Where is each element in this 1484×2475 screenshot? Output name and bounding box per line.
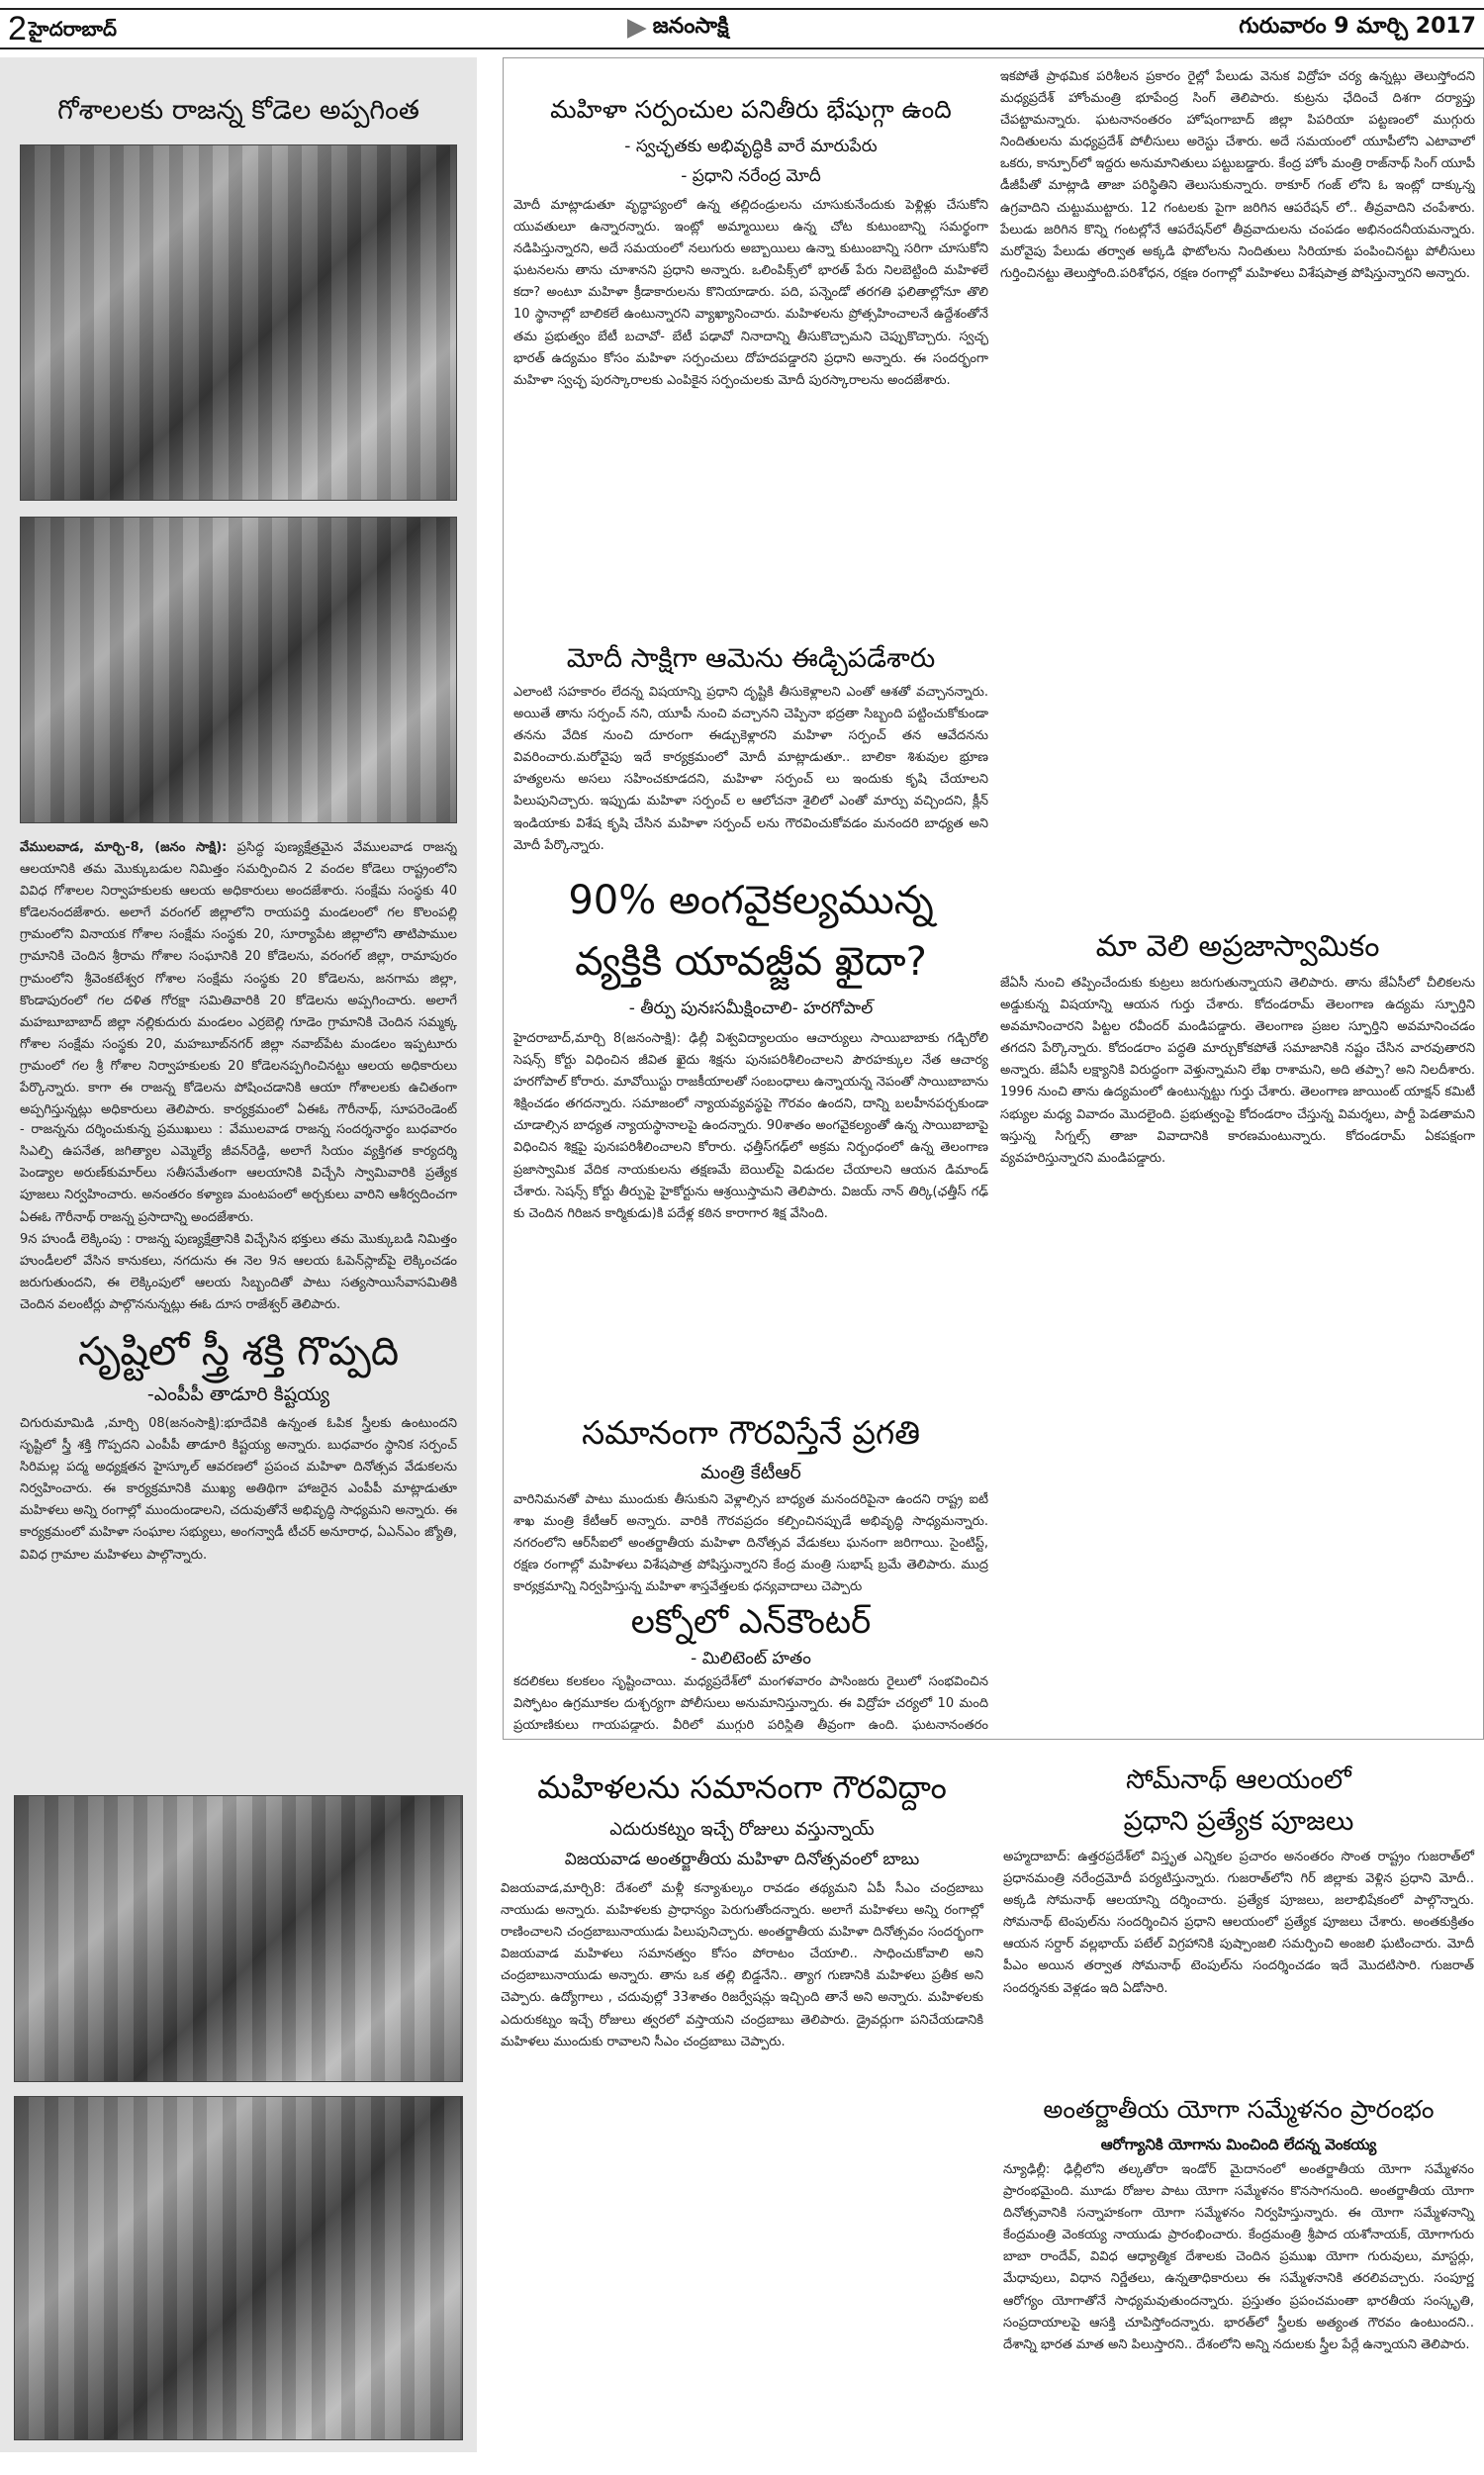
photo-goshala-ceremony — [20, 144, 457, 501]
article-modi-witness — [513, 636, 988, 864]
article-sarpanch — [513, 88, 988, 630]
logo-text: జనంసాక్షి — [652, 14, 729, 39]
center-news-box — [503, 57, 1484, 1740]
issue-date: గురువారం 9 మార్చి 2017 — [1239, 14, 1476, 39]
article-encounter-continued: ఇకపోతే ప్రాథమిక పరిశీలన ప్రకారం రైల్లో పేలుడు వెనుక విద్రోహ చర్య ఉన్నట్లు తెలుస్తోందని మధ్యప్రదేశ్ హోంమంత్రి భూపేంద్ర సింగ్ తెలిపారు. కుట్రను ఛేదించే దిశగా దర్యాప్తు చేపట్టామన్నారు. ఘటనానంతరం హోషంగాబాద్ జిల్లా పిపరియా పట్టణంలో ముగ్గురు నిందితులను మధ్యప్రదేశ్ పోలీసులు అరెస్టు చేశారు. అదే సమయంలో యూపీలోని ఎటావాలో ఒకరు, కాన్పూర్‌లో ఇద్దరు అనుమానితులు పట్టుబడ్డారు. కేంద్ర హోం మంత్రి రాజ్‌నాథ్ సింగ్ యూపీ డీజీపీతో మాట్లాడి తాజా పరిస్థితిని తెలుసుకున్నారు. ఠాకూర్ గంజ్ లోని ఓ ఇంట్లో దాక్కున్న ఉగ్రవాదిని చుట్టుముట్టారు. 12 గంటలకు పైగా జరిగిన ఆపరేషన్ లో.. తీవ్రవాదిని చంపేశారు. పేలుడు జరిగిన కొన్ని గంటల్లోనే ఆపరేషన్‌లో తీవ్రవాదులను చంపడం అభినందనీయమన్నారు. మరోవైపు పేలుడు తర్వాత అక్కడి ఫొటోలను నిందితులు సిరియాకు పంపించినట్టు పోలీసులు గుర్తించినట్టు తెలుస్తోంది.పరిశోధన, రక్షణ రంగాల్లో మహిళలు విశేషపాత్ర పోషిస్తున్నారని అన్నారు. — [1000, 69, 1475, 281]
left-column — [0, 57, 477, 2452]
article-yoga-body: న్యూఢిల్లీ: ఢిల్లీలోని తల్కతోరా ఇండోర్ మైదానంలో అంతర్జాతీయ యోగా సమ్మేళనం ప్రారంభమైంది. మూడు రోజుల పాటు యోగా సమ్మేళనం కొనసాగనుంది. అంతర్జాతీయ యోగా దినోత్సవానికి సన్నాహకంగా యోగా సమ్మేళనం నిర్వహిస్తున్నారు. ఈ యోగా సమ్మేళనాన్ని కేంద్రమంత్రి వెంకయ్య నాయుడు ప్రారంభించారు. కేంద్రమంత్రి శ్రీపాద యశోనాయక్, యోగాగురు బాబా రాందేవ్, వివిధ ఆధ్యాత్మిక దేశాలకు చెందిన ప్రముఖ యోగా గురువులు, మాస్టర్లు, మేధావులు, విధాన నిర్ణేతలు, ఉన్నతాధికారులు ఈ సమ్మేళనానికి తరలివచ్చారు. సంపూర్ణ ఆరోగ్యం యోగాతోనే సాధ్యమవుతుందన్నారు. ప్రస్తుతం ప్రపంచమంతా భారతీయ సంస్కృతి, సంప్రదాయాలపై ఆసక్తి చూపిస్తోందన్నారు. భారత్‌లో స్త్రీలకు అత్యంత గౌరవం ఉంటుందని.. దేశాన్ని భారత మాత అని పిలుస్తారని.. దేశంలోని అన్ని నదులకు స్త్రీల పేర్లే ఉన్నాయని తెలిపారు. — [1003, 2162, 1474, 2352]
article-goshala-para3: 9న హుండీ లెక్కింపు : రాజన్న పుణ్యక్షేత్రానికి విచ్చేసిన భక్తులు తమ మొక్కుబడి నిమిత్తం హుండీలలో వేసిన కానుకలు, నగదును ఈ నెల 9న ఆలయ ఓపెన్‌స్లాబ్‌పై లెక్కించడం జరుగుతుందని, ఈ లెక్కింపులో ఆలయ సిబ్బందితో పాటు సత్యసాయిసేవాసమితికి చెందిన వలంటీర్లు పాల్గొననున్నట్లు ఈఓ దూస రాజేశ్వర్ తెలిపారు. — [20, 1231, 457, 1312]
article-somnath-body: అహ్మదాబాద్: ఉత్తరప్రదేశ్‌లో విస్తృత ఎన్నికల ప్రచారం అనంతరం సొంత రాష్ట్రం గుజరాత్‌లో ప్రధానమంత్రి నరేంద్రమోదీ పర్యటిస్తున్నారు. గుజరాత్‌లోని గిర్ జిల్లాకు వెళ్లిన ప్రధాని మోదీ.. అక్కడి సోమనాథ్ ఆలయాన్ని దర్శించారు. ప్రత్యేక పూజలు, జలాభిషేకంలో పాల్గొన్నారు. సోమనాథ్ టెంపుల్‌ను సందర్శించిన ప్రధాని ఆలయంలో ప్రత్యేక పూజలు చేశారు. అంతకుక్రితం ఆయన సర్దార్ వల్లభాయ్ పటేల్ విగ్రహానికి పుష్పాంజలి సమర్పించి అంజలి ఘటించారు. మోదీ పీఎం అయిన తర్వాత సోమనాథ్ టెంపుల్‌ను సందర్శించడం ఇదే మొదటిసారి. గుజరాత్ సందర్శనకు వెళ్లడం ఇది ఏడోసారి. — [1003, 1850, 1474, 1996]
article-jac — [1000, 921, 1475, 1733]
article-goshala-body — [20, 837, 457, 1119]
byline-militant: - మిలిటెంట్ హతం — [691, 1649, 811, 1668]
newspaper-logo — [627, 14, 729, 44]
headline-jac-expulsion: మా వెలి అప్రజాస్వామికం — [1095, 929, 1380, 964]
article-ktr-body: వారినిమనతో పాటు ముందుకు తీసుకుని వెళ్లాల్సిన బాధ్యత మనందరిపైనా ఉందని రాష్ట్ర ఐటీ శాఖ మంత్రి కేటీఆర్ అన్నారు. వారికి గౌరవప్రదం కల్పించినప్పుడే అభివృద్ధి సాధ్యమన్నారు. నగరంలోని ఆర్‌సీఐలో అంతర్జాతీయ మహిళా దినోత్సవ వేడుకలు ఘనంగా జరిగాయి. సైంటిస్ట్, రక్షణ రంగాల్లో మహిళలు విశేషపాత్ర పోషిస్తున్నారని కేంద్ర మంత్రి సుభాష్ బ్రమే తెలిపారు. ముద్ర కార్యక్రమాన్ని నిర్వహిస్తున్న మహిళా శాస్త్రవేత్తలకు ధన్యవాదాలు చెప్పారు — [513, 1492, 988, 1594]
dateline: వేములవాడ, మార్చి-8, (జనం సాక్షి): — [20, 840, 228, 855]
photo-womens-day-stage — [14, 1795, 463, 2082]
headline-goshala: గోశాలలకు రాజన్న కోడెల అప్పగింత — [57, 95, 419, 126]
headline-modi-witness: మోదీ సాక్షిగా ఆమెను ఈడ్చిపడేశారు — [566, 643, 936, 674]
section-city: హైదరాబాద్ — [28, 17, 118, 41]
article-respect-women-body: విజయవాడ,మార్చి8: దేశంలో మళ్లీ కన్యాశుల్కం రావడం తథ్యమని ఏపీ సీఎం చంద్రబాబు నాయుడు అన్నారు. మహిళలకు ప్రాధాన్యం పెరుగుతోందన్నారు. అలాగే మహిళలు అన్ని రంగాల్లో రాణించాలని చంద్రబాబునాయుడు పిలుపునిచ్చారు. అంతర్జాతీయ మహిళా దినోత్సవం సందర్భంగా విజయవాడ మహిళలు సమానత్వం కోసం పోరాటం చేయాలి.. సాధించుకోవాలి అని చంద్రబాబునాయుడు అన్నారు. తాను ఒక తల్లి బిడ్డనేని.. త్యాగ గుణానికి మహిళలు ప్రతీక అని చెప్పారు. ఉద్యోగాలు , చదువుల్లో 33శాతం రిజర్వేషన్లు ఇచ్చింది తానే అని అన్నారు. మహిళలకు ఎదురుకట్నం ఇచ్చే రోజులు త్వరలో వస్తాయని చంద్రబాబు తెలిపారు. డ్రైవర్లుగా పనిచేయడానికి మహిళలు ముందుకు రావాలని సీఎం చంద్రబాబు చెప్పారు. — [501, 1881, 983, 2049]
headline-90-percent-line1: 90% అంగవైకల్యమున్న — [568, 878, 934, 923]
byline-venkaiah: ఆరోగ్యానికి యోగాను మించింది లేదన్న వెంకయ్య — [1100, 2136, 1377, 2153]
page-number: 2 — [8, 10, 27, 48]
article-ktr — [513, 1408, 988, 1594]
headline-yoga: అంతర్జాతీయ యోగా సమ్మేళనం ప్రారంభం — [1043, 2095, 1435, 2124]
subhead-modi: - ప్రధాని నరేంద్ర మోదీ — [681, 166, 821, 186]
headline-90-percent-line2: వ్యక్తికి యావజ్జీవ ఖైదా? — [575, 939, 927, 985]
article-90-percent — [513, 870, 988, 1402]
article-somnath — [999, 1760, 1478, 2082]
headline-respect-women: మహిళలను సమానంగా గౌరవిద్దాం — [537, 1768, 947, 1806]
photo-truck-handover — [20, 517, 457, 823]
article-lucknow — [513, 1598, 988, 1733]
article-stree-shakti-body: చిగురుమామిడి ,మార్చి 08(జనంసాక్షి):భూదేవికి ఉన్నంత ఓపిక స్త్రీలకు ఉంటుందని సృష్టిలో స్త్రీ శక్తి గొప్పదని ఎంపీపీ తాడూరి కిష్టయ్య అన్నారు. బుధవారం స్థానిక సర్పంచ్ సిరిమల్ల పద్మ అధ్యక్షతన హైస్కూల్ ఆవరణలో ప్రపంచ మహిళా దినోత్సవ వేడుకలను నిర్వహించారు. ఈ కార్యక్రమానికి ముఖ్య అతిథిగా హాజరైన ఎంపీపీ మాట్లాడుతూ మహిళలు అన్ని రంగాల్లో ముందుండాలని, చదువుతోనే అభివృద్ధి సాధ్యమని అన్నారు. ఈ కార్యక్రమంలో మహిళా సంఘాల సభ్యులు, అంగన్వాడీ టీచర్ అనూరాధ, ఏఎన్ఎం జ్యోతి, వివిధ గ్రామాల మహిళలు పాల్గొన్నారు. — [20, 1416, 457, 1563]
headline-sarpanch: మహిళా సర్పంచుల పనితీరు భేషుగ్గా ఉంది — [550, 95, 952, 124]
subhead-dowry: ఎదురుకట్నం ఇచ్చే రోజులు వస్తున్నాయ్ — [609, 1819, 875, 1840]
article-respect-women — [495, 1760, 989, 2456]
byline-ktr: మంత్రి కేటీఆర్ — [700, 1462, 801, 1483]
article-lucknow-body: కదలికలు కలకలం సృష్టించాయి. మధ్యప్రదేశ్‌లో మంగళవారం పాసింజరు రైలులో సంభవించిన విస్ఫోటం ఉగ్రమూకల దుశ్చర్యగా పోలీసులు అనుమానిస్తున్నారు. ఈ విద్రోహ చర్యలో 10 మంది ప్రయాణికులు గాయపడ్డారు. వీరిలో ముగ్గురి పరిస్థితి తీవ్రంగా ఉంది. ఘటనానంతరం — [513, 1674, 988, 1733]
article-jac-body: జేఏసీ నుంచి తప్పించేందుకు కుట్రలు జరుగుతున్నాయని తెలిపారు. తాను జేఏసీలో చీలికలను అడ్డుకున్న విషయాన్ని ఆయన గుర్తు చేశారు. కోదండరామ్ తెలంగాణ ఉద్యమ స్ఫూర్తిని అవమానించారని పిట్టల రవీందర్ మండిపడ్డారు. తెలంగాణ ప్రజల స్ఫూర్తిని అవమానించడం తగదని పేర్కొన్నారు. కోదండరాం పద్ధతి మార్చుకోకపోతే సమాజానికి నష్టం చేసిన వారవుతారని అన్నారు. జేఏసీ లక్ష్యానికి విరుద్ధంగా వెళ్తున్నామని లేఖ రాశామని, అది తప్పా? అని నిలదీశారు. 1996 నుంచి తాను ఉద్యమంలో ఉంటున్నట్టు గుర్తు చేశారు. తెలంగాణ జాయింట్ యాక్షన్ కమిటీ సభ్యుల మధ్య వివాదం మొదలైంది. ప్రభుత్వంపై కోదండరాం చేస్తున్న విమర్శలు, పార్టీ పెడతామని ఇస్తున్న సిగ్నల్స్ తాజా వివాదానికి కారణమంటున్నారు. కోదండరామ్ ఏకపక్షంగా వ్యవహరిస్తున్నారని మండిపడ్డారు. — [1000, 976, 1475, 1166]
article-sarpanch-body: మోదీ మాట్లాడుతూ వృద్ధాప్యంలో ఉన్న తల్లిదండ్రులను చూసుకునేందుకు పెళ్లిళ్లు చేసుకోని యువతులూ ఉన్నారన్నారు. ఇంట్లో అమ్మాయిలు ఉన్న చోట కుటుంబాన్ని సమర్థంగా నడిపిస్తున్నారని, అదే సమయంలో నలుగురు అబ్బాయిలు ఉన్నా కుటుంబాన్ని సరిగా చూసుకోని ఘటనలను తాను చూశానని ప్రధాని అన్నారు. ఒలింపిక్స్‌లో భారత్ పేరు నిలబెట్టింది మహిళలే కదా? అంటూ మహిళా క్రీడాకారులను కొనియాడారు. పది, పన్నెండో తరగతి ఫలితాల్లోనూ తొలి 10 స్థానాల్లో బాలికలే ఉంటున్నారని వ్యాఖ్యానించారు. మహిళలను ప్రోత్సహించాలనే ఉద్దేశంతోనే తమ ప్రభుత్వం బేటీ బచావో- బేటీ పఢావో నినాదాన్ని తీసుకొచ్చామని చెప్పుకొచ్చారు. స్వచ్ఛ భారత్ ఉద్యమం కోసం మహిళా సర్పంచులు దోహదపడ్డారని ప్రధాని అన్నారు. ఈ సందర్భంగా మహిళా స్వచ్ఛ పురస్కారాలకు ఎంపికైన సర్పంచులకు మోదీ పురస్కారాలను అందజేశారు. — [513, 198, 988, 388]
subhead-vijayawada: విజయవాడ అంతర్జాతీయ మహిళా దినోత్సవంలో బాబు — [564, 1850, 920, 1869]
article-text: ప్రసిద్ధ పుణ్యక్షేత్రమైన వేములవాడ రాజన్న ఆలయానికి తమ మొక్కుబడుల నిమిత్తం సమర్పించిన 2 వందల కోడెలు రాష్ట్రంలోని వివిధ గోశాలల నిర్వాహకులకు ఆలయ అధికారులు అందజేశారు. సంక్షేమ సంస్థకు 40 కోడెలనందజేశారు. అలాగే వరంగల్ జిల్లాలోని రాయపర్తి మండలంలో గల కొలంపల్లి గ్రామంలోని వినాయక గోశాల సంక్షేమ సంస్థకు 20, సూర్యాపేట జిల్లాలోని తాటిపాముల గ్రామానికి చెందిన శ్రీరామ గోశాల సంఘానికి 20 కోడెలను, వరంగల్ జిల్లా, రామాపురం గ్రామంలోని శ్రీవెంకటేశ్వర గోశాల సంక్షేమ సంస్థకు 20 కోడెలను, జనగామ జిల్లా, కొండాపురంలో గల దళిత గోరక్షా సమితివారికి 20 కోడెలను అప్పగించారు. అలాగే మహబూబాబాద్ జిల్లా నల్లికుదురు మండలం ఎర్రబెల్లి గూడెం గ్రామానికి చెందిన సమ్మక్క గోశాల సంక్షేమ సంస్థకు 20, మహబూబ్‌నగర్ జిల్లా నవాబ్‌పేట మండలం ఇప్పటూరు గ్రామంలో గల శ్రీ గోశాల నిర్వాహకులకు 20 కోడెలనప్పగించినట్టు ఆలయ అధికారులు పేర్కొన్నారు. కాగా ఈ రాజన్న కోడెలను పోషించడానికి ఆయా గోశాలలకు ఉచితంగా అప్పగిస్తున్నట్లు అధికారులు తెలిపారు. కార్యక్రమంలో ఏఈఓ గౌరీనాథ్, సూపరెండెంట్ — [20, 840, 457, 1118]
masthead — [0, 8, 1484, 49]
headline-somnath-line2: ప్రధాని ప్రత్యేక పూజలు — [1123, 1806, 1354, 1837]
headline-ktr: సమానంగా గౌరవిస్తేనే ప్రగతి — [581, 1413, 921, 1452]
photo-womens-group — [14, 2096, 463, 2440]
article-goshala — [20, 837, 457, 1316]
article-modi-witness-body: ఎలాంటి సహకారం లేదన్న విషయాన్ని ప్రధాని దృష్టికి తీసుకెళ్లాలని ఎంతో ఆశతో వచ్చానన్నారు. అయితే తాను సర్పంచ్ నని, యూపీ నుంచి వచ్చానని చెప్పినా భద్రతా సిబ్బంది పట్టించుకోకుండా తనను వేదిక నుంచి దూరంగా ఈడ్చుకెళ్లారని మహిళా సర్పంచ్ తన ఆవేదనను వివరించారు.మరోవైపు ఇదే కార్యక్రమంలో మోదీ మాట్లాడుతూ.. బాలికా శిశువుల భ్రూణ హత్యలను అసలు సహించకూడదని, మహిళా సర్పంచ్ లు ఇందుకు కృషి చేయాలని పిలుపునిచ్చారు. ఇప్పుడు మహిళా సర్పంచ్ ల ఆలోచనా శైలిలో ఎంతో మార్పు వచ్చిందని, క్లీన్ ఇండియాకు విశేష కృషి చేసిన మహిళా సర్పంచ్ లను గౌరవించుకోవడం మనందరి బాధ్యత అని మోదీ పేర్కొన్నారు. — [513, 685, 988, 853]
logo-arrow-icon — [627, 19, 647, 39]
headline-stree-shakti: సృష్టిలో స్త్రీ శక్తి గొప్పది — [77, 1329, 400, 1375]
page-section — [8, 12, 117, 46]
byline-kistaiah: -ఎంపీపీ తాడూరి కిష్టయ్య — [146, 1383, 330, 1405]
headline-lucknow: లక్నోలో ఎన్‌కౌంటర్ — [630, 1602, 872, 1642]
article-90-percent-body: హైదరాబాద్,మార్చి 8(జనంసాక్షి): ఢిల్లీ విశ్వవిద్యాలయం ఆచార్యులు సాయిబాబాకు గడ్చిరోలి సెషన్స్ కోర్టు విధించిన జీవిత ఖైదు శిక్షను పునఃపరిశీలించాలని పౌరహక్కుల నేత ఆచార్య హరగోపాల్ కోరారు. మావోయిస్టు రాజకీయాలతో సంబంధాలు ఉన్నాయన్న నెపంతో సాయిబాబాను శిక్షించడం తగదన్నారు. సమాజంలో న్యాయవ్యవస్థపై గౌరవం ఉందని, దాన్ని బలహీనపర్చకుండా చూడాల్సిన బాధ్యత న్యాయస్థానాలపై ఉందన్నారు. 90శాతం అంగవైకల్యంతో ఉన్న సాయిబాబాపై విధించిన శిక్షపై పునఃపరిశీలించాలని కోరారు. ఛత్తీస్‌గఢ్‌లో అక్రమ నిర్బంధంలో ఉన్న తెలంగాణ ప్రజాస్వామిక వేదిక నాయకులను తక్షణమే బెయిల్‌పై విడుదల చేయాలని ఆయన డిమాండ్ చేశారు. సెషన్స్ కోర్టు తీర్పుపై హైకోర్టును ఆశ్రయిస్తామని తెలిపారు. విజయ్ నాన్ తిర్కి(ఛత్తీస్ గఢ్ కు చెందిన గిరిజన కార్మికుడు)కి పదేళ్ల కఠిన కారాగార శిక్ష వేసింది. — [513, 1031, 988, 1221]
byline-haragopal: - తీర్పు పునఃసమీక్షించాలి- హరగోపాల్ — [628, 999, 874, 1018]
headline-somnath-line1: సోమ్‌నాథ్ ఆలయంలో — [1126, 1764, 1351, 1795]
article-goshala-para2: - రాజన్నను దర్శించుకున్న ప్రముఖులు : వేములవాడ రాజన్న సందర్శనార్థం బుధవారం సిఎల్పి ఉపనేత, జగిత్యాల ఎమ్మెల్యే జీవన్‌రెడ్డి, అలాగే సియం వ్యక్తిగత కార్యదర్శి పెండ్యాల అరుణ్‌కుమార్‌లు సతీసమేతంగా ఆలయానికి విచ్చేసి స్వామివారికి ప్రత్యేక పూజలు నిర్వహించారు. అనంతరం కళ్యాణ మంటపంలో అర్చకులు వారిని ఆశీర్వదించగా ఏఈఓ గౌరీనాథ్ రాజన్న ప్రసాదాన్ని అందజేశారు. — [20, 1122, 457, 1225]
article-stree-shakti — [10, 1324, 467, 1779]
subhead-swachhata: - స్వచ్ఛతకు అభివృద్ధికి వారే మారుపేరు — [624, 137, 878, 156]
article-yoga — [999, 2088, 1478, 2456]
